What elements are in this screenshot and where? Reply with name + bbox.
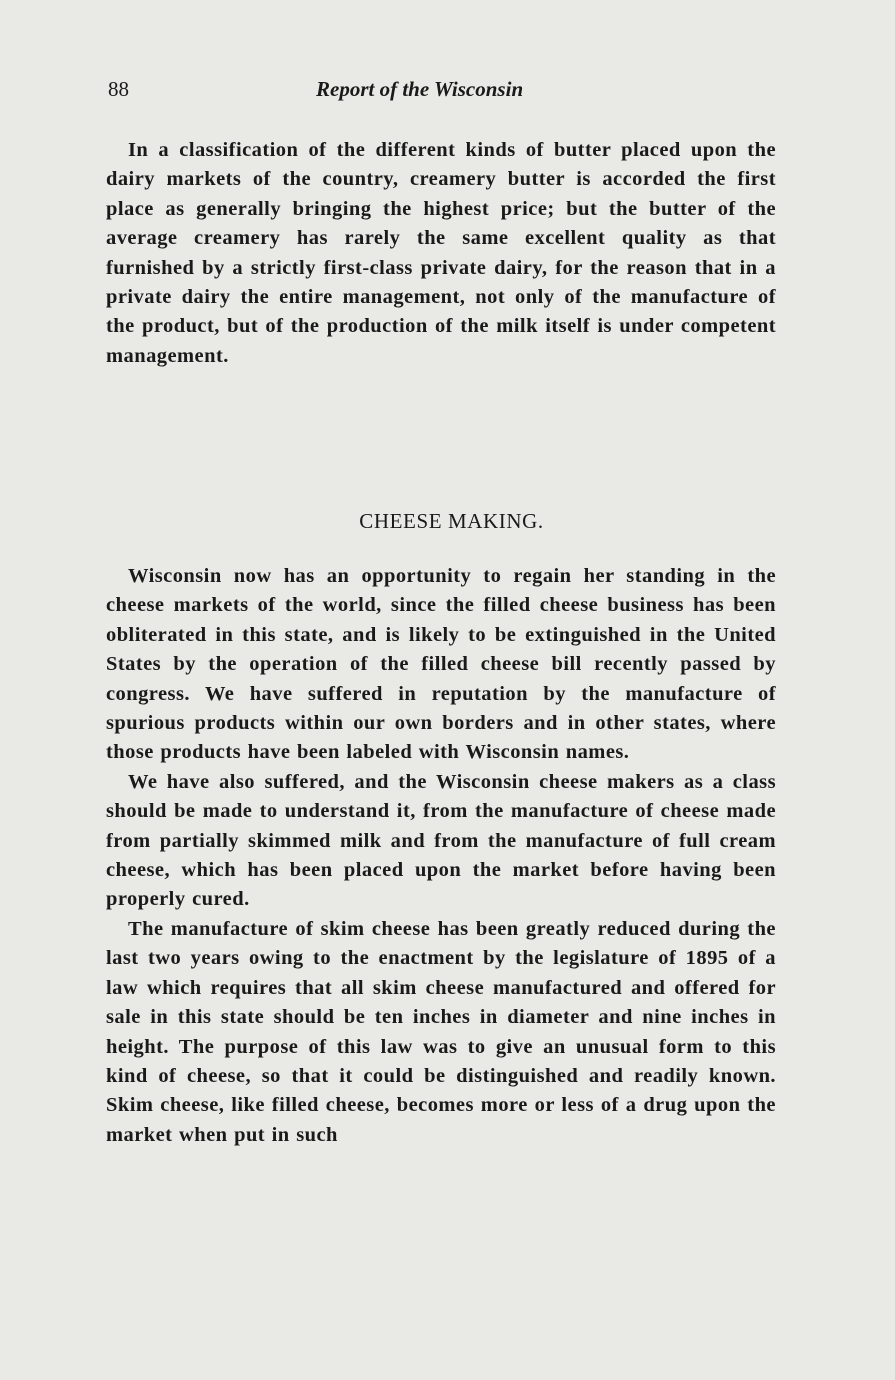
page-number: 88 [108,77,129,101]
section-paragraph: The manufacture of skim cheese has been greatly reduced during the last two years owing to the enactment by the legislature of 1895 of a law which requires that all skim cheese manufactured and offered for sale in this state should be ten inches in diameter and nine inches in height. The purpose of this law was to give an unusual form to this kind of cheese, so that it could be distinguished and readily known. Skim cheese, like filled cheese, becomes more or less of a drug upon the market when put in such [106,917,776,1146]
section-paragraph: We have also suffered, and the Wisconsin cheese makers as a class should be made to understand it, from the manufacture of cheese made from partially skimmed milk and from the manufacture of full cream cheese, which has been placed upon the market before having been properly cured. [106,770,776,911]
section-title: CHEESE MAKING. [359,509,544,533]
running-title: Report of the Wisconsin [316,77,524,101]
intro-paragraph: In a classification of the different kinds of butter placed upon the dairy markets of the country, creamery butter is accorded the first place as generally bringing the highest price; but the butter of the average creamery has rarely the same excellent quality as that furnished by a strictly first-class private dairy, for the reason that in a private dairy the entire management, not only of the manufacture of the product, but of the production of the milk itself is under competent management. [106,139,776,367]
intro-text-block [106,136,776,371]
page-header [108,77,780,107]
section-paragraph: Wisconsin now has an opportunity to regain her standing in the cheese markets of the world, since the filled cheese business has been obliterated in this state, and is likely to be extinguished in the United States by the operation of the filled cheese bill recently passed by congress. We have suffered in reputation by the manufacture of spurious products within our own borders and in other states, where those products have been labeled with Wisconsin names. [106,565,776,764]
section-text-block [106,562,776,1150]
